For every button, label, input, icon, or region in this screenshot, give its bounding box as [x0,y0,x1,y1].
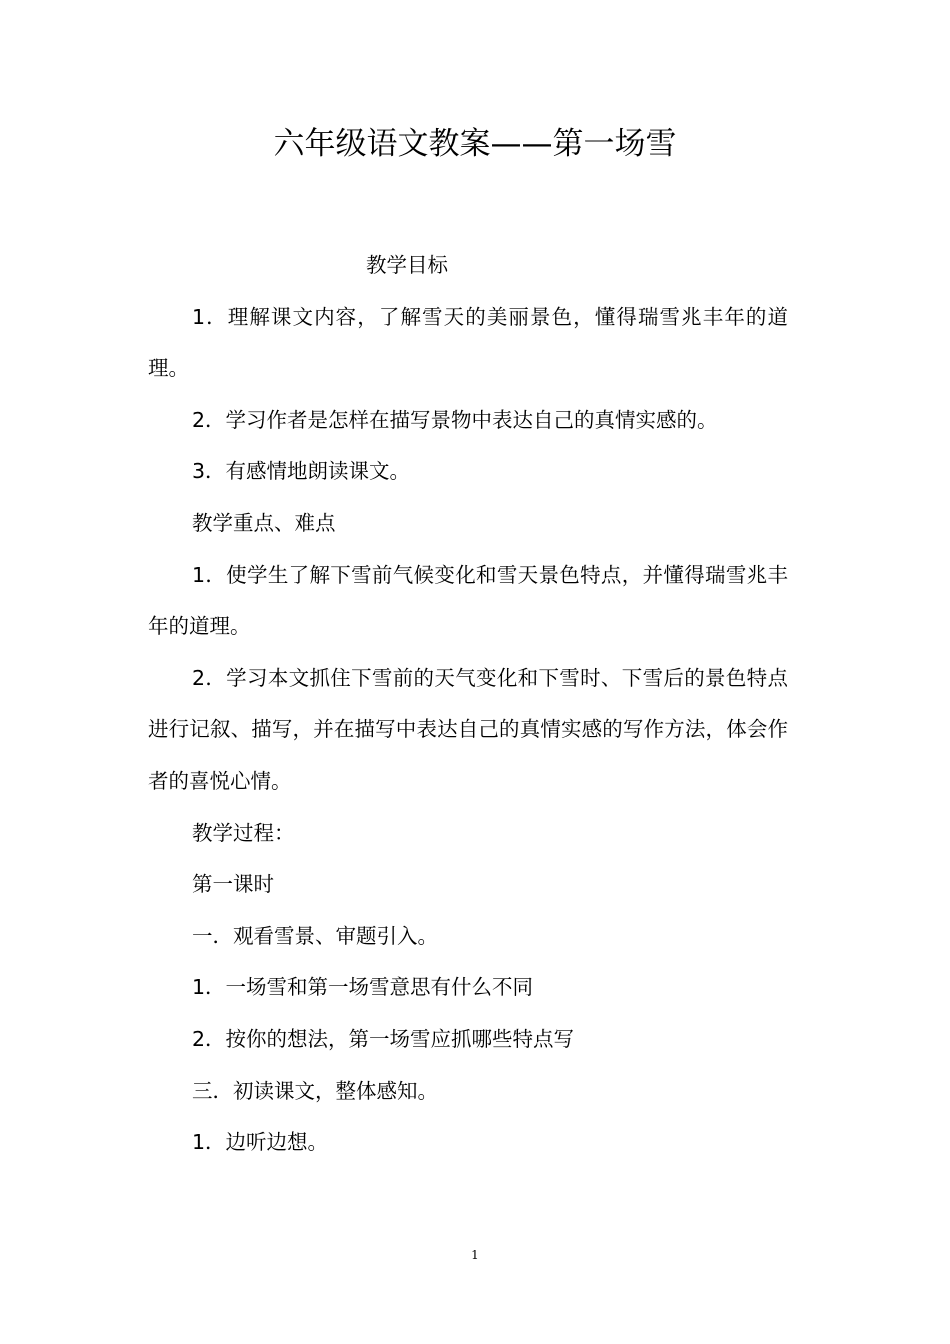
section-heading-key-points: 教学重点、难点 [192,510,336,535]
paragraph: 三．初读课文，整体感知。 [192,1078,438,1103]
document-title: 六年级语文教案——第一场雪 [273,126,677,162]
section-heading-first-lesson: 第一课时 [192,872,274,897]
paragraph: 1．边听边想。 [192,1130,329,1155]
section-heading-process: 教学过程： [192,820,295,845]
paragraph: 1．理解课文内容，了解雪天的美丽景色，懂得瑞雪兆丰年的道理。 [148,304,788,381]
paragraph: 2．学习作者是怎样在描写景物中表达自己的真情实感的。 [192,407,718,432]
paragraph: 2．学习本文抓住下雪前的天气变化和下雪时、下雪后的景色特点进行记叙、描写，并在描写中表达自己的真情实感的写作方法，体会作者的喜悦心情。 [148,665,788,793]
paragraph: 1．一场雪和第一场雪意思有什么不同 [192,975,534,1000]
section-heading-teaching-goals: 教学目标 [366,253,448,277]
page-number: 1 [471,1248,479,1262]
paragraph: 3．有感情地朗读课文。 [192,459,411,484]
paragraph: 1．使学生了解下雪前气候变化和雪天景色特点，并懂得瑞雪兆丰年的道理。 [148,562,788,639]
document-body [148,240,788,1169]
paragraph: 一．观看雪景、审题引入。 [192,923,438,948]
paragraph: 2．按你的想法，第一场雪应抓哪些特点写 [192,1026,575,1051]
